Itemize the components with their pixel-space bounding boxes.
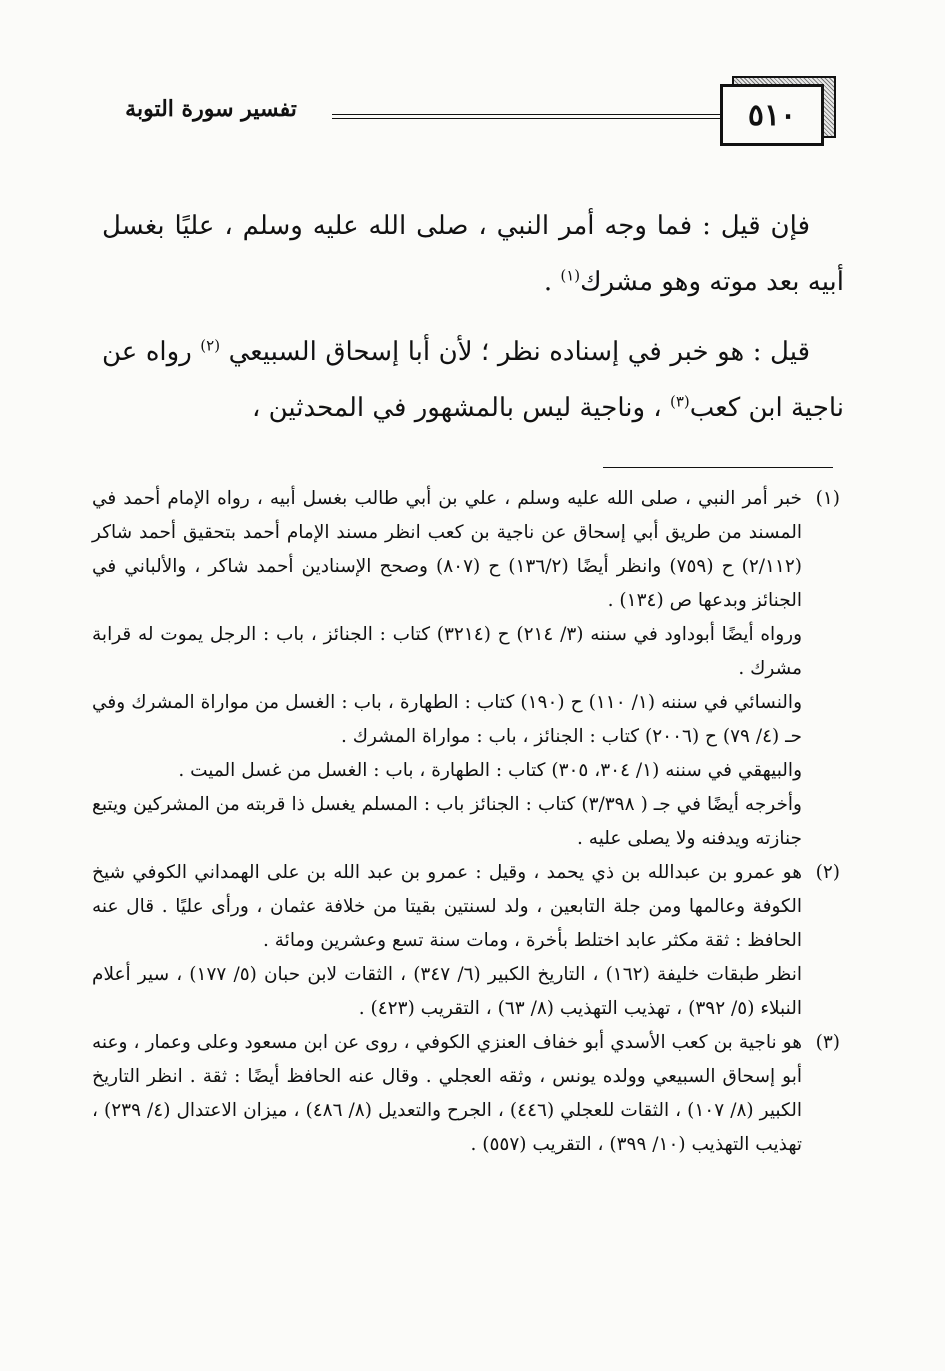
- main-text: [102, 198, 844, 450]
- footnote-line: والنسائي في سننه (١/ ١١٠) ح (١٩٠) كتاب : الطهارة ، باب : الغسل من مواراة المشرك وفي حـ (٤/ ٧٩) ح (٢٠٠٦) كتاب : الجنائز ، باب : مواراة المشرك .: [92, 692, 802, 747]
- footnote-line: هو عمرو بن عبدالله بن ذي يحمد ، وقيل : عمرو بن عبد الله بن على الهمداني الكوفي شيخ الكوفة وعالمها ومن جلة التابعين ، ولد لسنتين بقيتا من خلافة عثمان ، ورأى عليًا . قال عنه الحافظ : ثقة مكثر عابد اختلط بأخرة ، ومات سنة تسع وعشرين ومائة .: [92, 862, 802, 951]
- main-paragraph-2: [102, 324, 844, 436]
- header-rule: [332, 114, 720, 119]
- footnote-1: [92, 482, 840, 856]
- footnote-number: (٢): [815, 862, 840, 883]
- footnote-line: ورواه أيضًا أبوداود في سننه (٣/ ٢١٤) ح (٣٢١٤) كتاب : الجنائز ، باب : الرجل يموت له قرابة مشرك .: [92, 624, 802, 679]
- footnote-body: [92, 482, 802, 856]
- page-number-text: ٥١٠: [747, 97, 797, 133]
- page-number: [720, 84, 824, 146]
- footnote-2: [92, 856, 840, 1026]
- footnote-marker: (١): [560, 266, 581, 285]
- footnote-line: خبر أمر النبي ، صلى الله عليه وسلم ، علي بن أبي طالب بغسل أبيه ، رواه الإمام أحمد في المسند من طريق أبي إسحاق عن ناجية بن كعب انظر مسند الإمام أحمد بتحقيق أحمد شاكر (٢/١١٢) ح (٧٥٩) وانظر أيضًا (١٣٦/٢) ح (٨٠٧) وصحح الإسنادين أحمد شاكر ، والألباني في الجنائز وبدعها ص (١٣٤) .: [92, 488, 803, 611]
- footnote-body: [92, 1026, 802, 1162]
- footnote-marker: (٢): [200, 336, 221, 355]
- running-title: تفسير سورة التوبة: [125, 96, 297, 122]
- paragraph-text: رواه عن ناجية ابن كعب: [102, 337, 844, 423]
- footnote-line: انظر طبقات خليفة (١٦٢) ، التاريخ الكبير (٦/ ٣٤٧) ، الثقات لابن حبان (٥/ ١٧٧) ، سير أعلام النبلاء (٥/ ٣٩٢) ، تهذيب التهذيب (٨/ ٦٣) ، التقريب (٤٢٣) .: [92, 964, 802, 1019]
- paragraph-text: فإن قيل : فما وجه أمر النبي ، صلى الله عليه وسلم ، عليًا بغسل أبيه بعد موته وهو مشرك: [102, 211, 844, 297]
- paragraph-text: قيل : هو خبر في إسناده نظر ؛ لأن أبا إسحاق السبيعي: [228, 337, 810, 367]
- footnote-line: والبيهقي في سننه (١/ ٣٠٤، ٣٠٥) كتاب : الطهارة ، باب : الغسل من غسل الميت .: [178, 760, 802, 781]
- footnote-number: (٣): [815, 1032, 840, 1053]
- footnote-3: [92, 1026, 840, 1162]
- main-paragraph-1: [102, 198, 844, 310]
- footnotes: [92, 482, 840, 1162]
- paragraph-end: .: [543, 267, 561, 297]
- footnote-line: وأخرجه أيضًا في جـ ( ٣/٣٩٨) كتاب : الجنائز باب : المسلم يغسل ذا قربته من المشركين ويتبع جنازته ويدفنه ولا يصلى عليه .: [92, 794, 802, 849]
- footnote-number: (١): [815, 488, 840, 509]
- footnote-separator: [603, 467, 833, 468]
- footnote-line: هو ناجية بن كعب الأسدي أبو خفاف العنزي الكوفي ، روى عن ابن مسعود وعلى وعمار ، وعنه أبو إسحاق السبيعي وولده يونس ، وثقه العجلي . وقال عنه الحافظ أيضًا : ثقة . انظر التاريخ الكبير (٨/ ١٠٧) ، الثقات للعجلي (٤٤٦) ، الجرح والتعديل (٨/ ٤٨٦) ، ميزان الاعتدال (٤/ ٢٣٩) ، تهذيب التهذيب (١٠/ ٣٩٩) ، التقريب (٥٥٧) .: [92, 1032, 802, 1155]
- footnote-marker: (٣): [669, 392, 690, 411]
- footnote-body: [92, 856, 802, 1026]
- paragraph-text: ، وناجية ليس بالمشهور في المحدثين ،: [251, 393, 670, 423]
